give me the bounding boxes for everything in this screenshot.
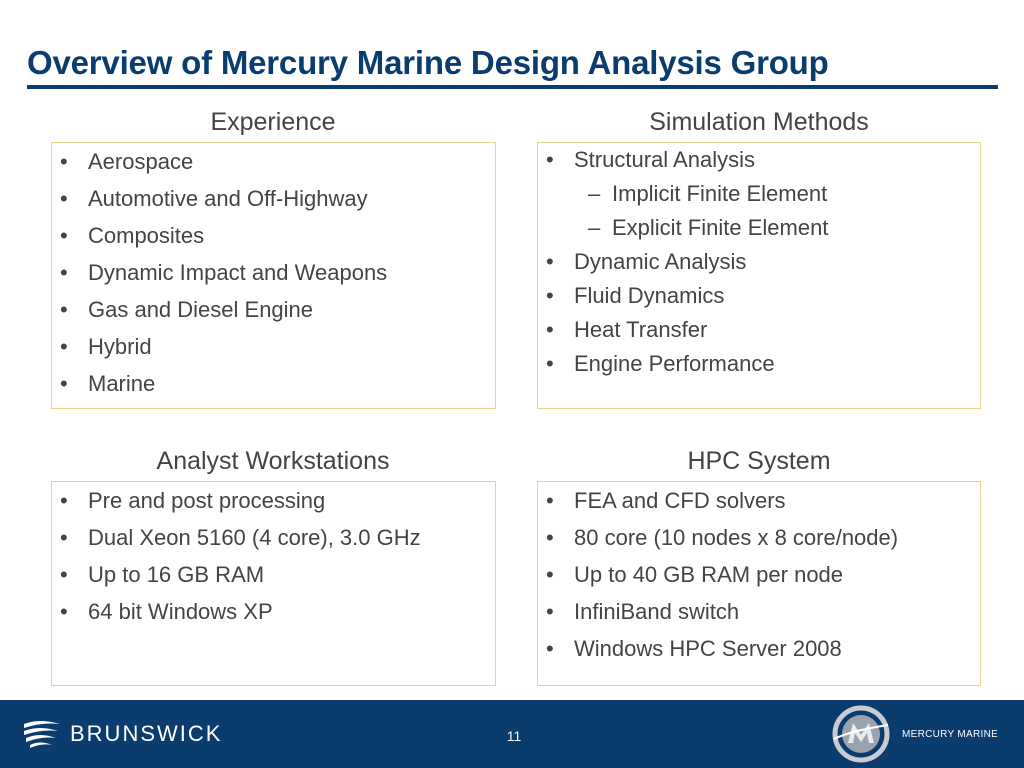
brunswick-emblem-icon [22, 716, 62, 752]
simulation-list [538, 143, 980, 385]
dash-icon: – [588, 215, 601, 240]
list-item: • Gas and Diesel Engine [60, 297, 314, 322]
bullet-icon: • [546, 317, 554, 342]
sub-list-item: – Explicit Finite Element [588, 215, 829, 240]
list-item: • Dynamic Impact and Weapons [60, 260, 388, 285]
bullet-icon: • [546, 351, 554, 376]
bullet-icon: • [546, 249, 554, 274]
brunswick-logo [22, 714, 222, 754]
bullet-icon: • [546, 283, 554, 308]
list-item: • Windows HPC Server 2008 [546, 636, 842, 661]
list-item: • Hybrid [60, 334, 152, 359]
experience-heading: Experience [210, 108, 336, 136]
list-item: • Dual Xeon 5160 (4 core), 3.0 GHz [60, 525, 421, 550]
mercury-marine-logo [830, 704, 998, 764]
list-item: • Pre and post processing [60, 488, 326, 513]
list-item: • Up to 40 GB RAM per node [546, 562, 844, 587]
bullet-icon: • [546, 599, 554, 624]
bullet-icon: • [546, 562, 554, 587]
hpc-list [538, 482, 980, 673]
dash-icon: – [588, 181, 601, 206]
bullet-icon: • [546, 488, 554, 513]
simulation-heading: Simulation Methods [649, 108, 869, 136]
list-item: • Composites [60, 223, 205, 248]
experience-list [52, 143, 495, 408]
mercury-emblem-icon [830, 705, 892, 763]
bullet-icon: • [60, 525, 68, 550]
list-item: • InfiniBand switch [546, 599, 740, 624]
bullet-icon: • [546, 147, 554, 172]
list-item: • Dynamic Analysis [546, 249, 747, 274]
list-item: • Automotive and Off-Highway [60, 186, 368, 211]
list-item: • Heat Transfer [546, 317, 708, 342]
workstations-box [51, 481, 496, 686]
bullet-icon: • [60, 488, 68, 513]
title-underline [27, 85, 998, 89]
list-item: • FEA and CFD solvers [546, 488, 786, 513]
slide-title: Overview of Mercury Marine Design Analysis Group [27, 44, 829, 81]
bullet-icon: • [60, 562, 68, 587]
bullet-icon: • [546, 525, 554, 550]
hpc-heading: HPC System [687, 447, 831, 475]
bullet-icon: • [60, 223, 68, 248]
sub-list-item: – Implicit Finite Element [588, 181, 828, 206]
bullet-icon: • [60, 599, 68, 624]
brand-name: BRUNSWICK [70, 721, 223, 746]
bullet-icon: • [60, 334, 68, 359]
hpc-box [537, 481, 981, 686]
list-item: • Marine [60, 371, 156, 396]
list-item: • 64 bit Windows XP [60, 599, 273, 624]
list-item: • Fluid Dynamics [546, 283, 725, 308]
experience-box [51, 142, 496, 409]
list-item: • Aerospace [60, 149, 194, 174]
list-item: • Structural Analysis [546, 147, 755, 172]
simulation-box [537, 142, 981, 409]
list-item: • Up to 16 GB RAM [60, 562, 265, 587]
bullet-icon: • [60, 297, 68, 322]
bullet-icon: • [60, 186, 68, 211]
page-number: 11 [506, 728, 522, 744]
footer-bar [0, 700, 1024, 768]
list-item: • 80 core (10 nodes x 8 core/node) [546, 525, 899, 550]
workstations-list [52, 482, 495, 636]
bullet-icon: • [60, 371, 68, 396]
bullet-icon: • [546, 636, 554, 661]
bullet-icon: • [60, 260, 68, 285]
mercury-marine-label: MERCURY MARINE [902, 728, 999, 740]
workstations-heading: Analyst Workstations [156, 447, 390, 475]
bullet-icon: • [60, 149, 68, 174]
list-item: • Engine Performance [546, 351, 775, 376]
